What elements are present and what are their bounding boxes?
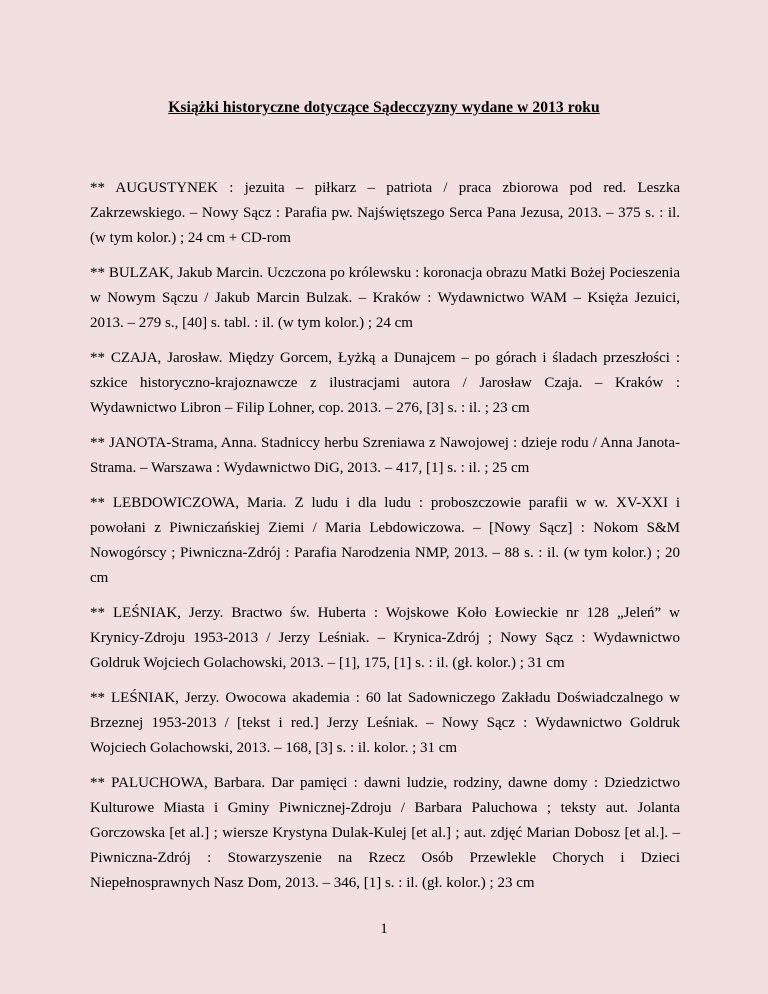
bibliography-entry: ** AUGUSTYNEK : jezuita – piłkarz – patriota / praca zbiorowa pod red. Leszka Zakrzewskiego. – Nowy Sącz : Parafia pw. Najświętszego Serca Pana Jezusa, 2013. – 375 s. : il. (w tym kolor.) ; 24 cm + CD-rom bbox=[90, 180, 680, 246]
bibliography-entry: ** JANOTA-Strama, Anna. Stadniccy herbu Szreniawa z Nawojowej : dzieje rodu / Anna Janota-Strama. – Warszawa : Wydawnictwo DiG, 2013. – 417, [1] s. : il. ; 25 cm bbox=[90, 435, 680, 476]
bibliography-entry: ** LEŚNIAK, Jerzy. Bractwo św. Huberta : Wojskowe Koło Łowieckie nr 128 „Jeleń” w Krynicy-Zdroju 1953-2013 / Jerzy Leśniak. – Krynica-Zdrój ; Nowy Sącz : Wydawnictwo Goldruk Wojciech Golachowski, 2013. – [1], 175, [1] s. : il. (gł. kolor.) ; 31 cm bbox=[90, 605, 680, 671]
bibliography-entry: ** LEŚNIAK, Jerzy. Owocowa akademia : 60 lat Sadowniczego Zakładu Doświadczalnego w Brzeznej 1953-2013 / [tekst i red.] Jerzy Leśniak. – Nowy Sącz : Wydawnictwo Goldruk Wojciech Golachowski, 2013. – 168, [3] s. : il. kolor. ; 31 cm bbox=[90, 690, 680, 756]
bibliography-entry: ** PALUCHOWA, Barbara. Dar pamięci : dawni ludzie, rodziny, dawne domy : Dziedzictwo Kulturowe Miasta i Gminy Piwnicznej-Zdroju / Barbara Paluchowa ; teksty aut. Jolanta Gorczowska [et al.] ; wiersze Krystyna Dulak-Kulej [et al.] ; aut. zdjęć Marian Dobosz [et al.]. – Piwniczna-Zdrój : Stowarzyszenie na Rzecz Osób Przewlekle Chorych i Dzieci Niepełnosprawnych Nasz Dom, 2013. – 346, [1] s. : il. (gł. kolor.) ; 23 cm bbox=[90, 775, 680, 891]
document-title: Książki historyczne dotyczące Sądecczyzny wydane w 2013 roku bbox=[168, 99, 600, 116]
bibliography-entry: ** BULZAK, Jakub Marcin. Uczczona po królewsku : koronacja obrazu Matki Bożej Pocieszenia w Nowym Sączu / Jakub Marcin Bulzak. – Kraków : Wydawnictwo WAM – Księża Jezuici, 2013. – 279 s., [40] s. tabl. : il. (w tym kolor.) ; 24 cm bbox=[90, 265, 680, 331]
bibliography-list bbox=[90, 176, 680, 906]
bibliography-entry: ** CZAJA, Jarosław. Między Gorcem, Łyżką a Dunajcem – po górach i śladach przeszłości : szkice historyczno-krajoznawcze z ilustracjami autora / Jarosław Czaja. – Kraków : Wydawnictwo Libron – Filip Lohner, cop. 2013. – 276, [3] s. : il. ; 23 cm bbox=[90, 350, 680, 416]
page-number: 1 bbox=[380, 921, 388, 937]
bibliography-entry: ** LEBDOWICZOWA, Maria. Z ludu i dla ludu : proboszczowie parafii w w. XV-XXI i powołani z Piwniczańskiej Ziemi / Maria Lebdowiczowa. – [Nowy Sącz] : Nokom S&M Nowogórscy ; Piwniczna-Zdrój : Parafia Narodzenia NMP, 2013. – 88 s. : il. (w tym kolor.) ; 20 cm bbox=[90, 495, 680, 586]
